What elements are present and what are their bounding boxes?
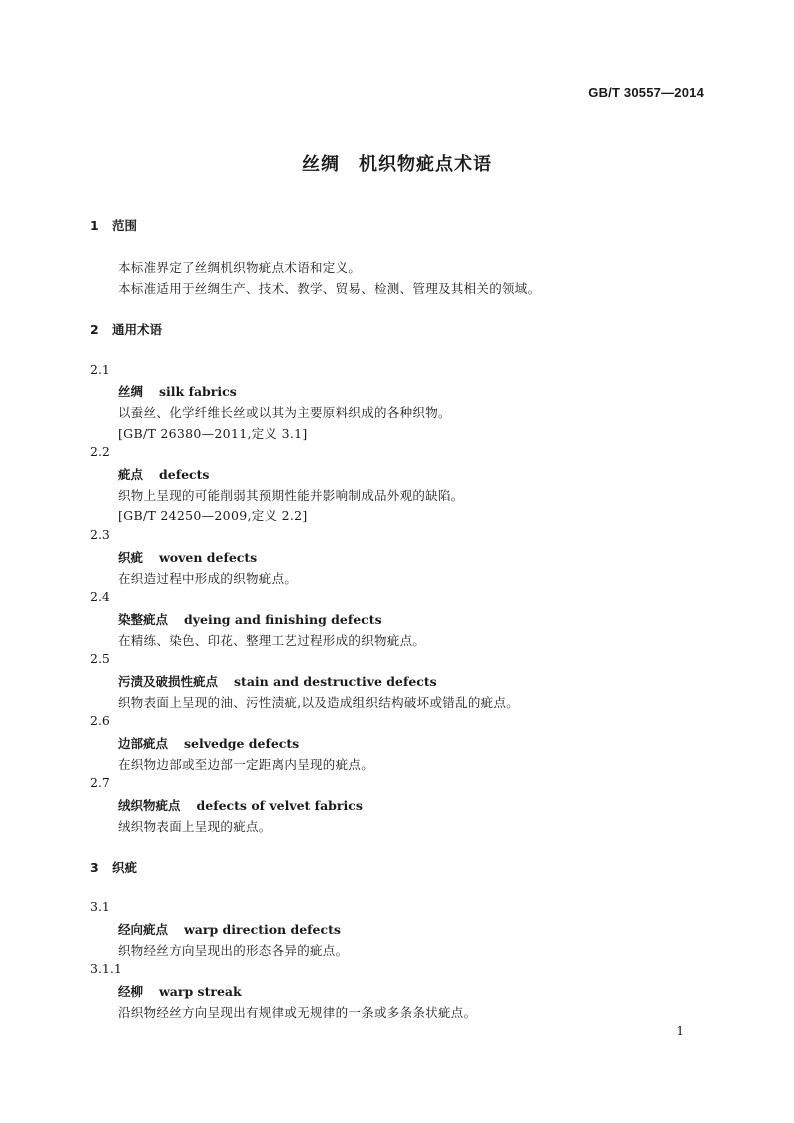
page-number: 1 [676,1024,684,1038]
term-source: [GB/T 26380—2011,定义 3.1] [118,426,308,441]
term-english: defects [159,467,210,482]
term-entry [118,548,257,566]
term-chinese: 经柳 [118,984,144,999]
section-title: 范围 [112,218,138,233]
clause-number: 2.5 [90,651,110,666]
term-chinese: 织疵 [118,550,144,565]
term-entry [118,920,341,938]
clause-number: 2.4 [90,589,110,604]
scope-paragraph: 本标准界定了丝绸机织物疵点术语和定义。 [118,260,362,275]
term-english: selvedge defects [184,736,300,751]
term-entry [118,982,242,1000]
term-definition: 织物上呈现的可能削弱其预期性能并影响制成品外观的缺陷。 [118,488,464,503]
term-chinese: 疵点 [118,467,144,482]
clause-number: 2.3 [90,527,110,542]
term-chinese: 丝绸 [118,384,144,399]
term-definition: 沿织物经丝方向呈现出有规律或无规律的一条或多条条状疵点。 [118,1005,477,1020]
term-english: silk fabrics [159,384,237,399]
term-entry [118,796,363,814]
term-english: warp streak [159,984,242,999]
section-2-heading [90,320,162,338]
term-chinese: 污渍及破损性疵点 [118,674,219,689]
term-english: stain and destructive defects [234,674,437,689]
term-definition: 以蚕丝、化学纤维长丝或以其为主要原料织成的各种织物。 [118,405,451,420]
term-entry [118,734,299,752]
term-chinese: 经向疵点 [118,922,169,937]
clause-number: 2.6 [90,713,110,728]
term-entry [118,382,237,400]
section-1-heading [90,216,137,234]
term-definition: 在织物边部或至边部一定距离内呈现的疵点。 [118,757,375,772]
term-chinese: 绒织物疵点 [118,798,181,813]
term-definition: 绒织物表面上呈现的疵点。 [118,819,272,834]
section-title: 织疵 [112,860,138,875]
section-title: 通用术语 [112,322,163,337]
clause-number: 2.7 [90,775,110,790]
clause-number: 3.1.1 [90,961,122,976]
term-source: [GB/T 24250—2009,定义 2.2] [118,508,308,523]
section-number: 2 [90,322,99,337]
standard-number: GB/T 30557—2014 [588,85,704,100]
term-chinese: 染整疵点 [118,612,169,627]
term-english: defects of velvet fabrics [196,798,363,813]
term-chinese: 边部疵点 [118,736,169,751]
term-entry [118,465,209,483]
clause-number: 2.1 [90,362,110,377]
term-english: woven defects [159,550,258,565]
term-english: warp direction defects [184,922,341,937]
section-number: 1 [90,218,99,233]
term-english: dyeing and finishing defects [184,612,382,627]
clause-number: 2.2 [90,444,110,459]
term-entry [118,610,382,628]
term-entry [118,672,437,690]
term-definition: 在精练、染色、印花、整理工艺过程形成的织物疵点。 [118,633,426,648]
term-definition: 织物经丝方向呈现出的形态各异的疵点。 [118,943,349,958]
term-definition: 织物表面上呈现的油、污性渍疵,以及造成组织结构破坏或错乱的疵点。 [118,695,520,710]
clause-number: 3.1 [90,899,110,914]
section-number: 3 [90,860,99,875]
term-definition: 在织造过程中形成的织物疵点。 [118,571,298,586]
scope-paragraph: 本标准适用于丝绸生产、技术、教学、贸易、检测、管理及其相关的领域。 [118,281,541,296]
section-3-heading [90,858,137,876]
document-title: 丝绸 机织物疵点术语 [302,154,492,175]
